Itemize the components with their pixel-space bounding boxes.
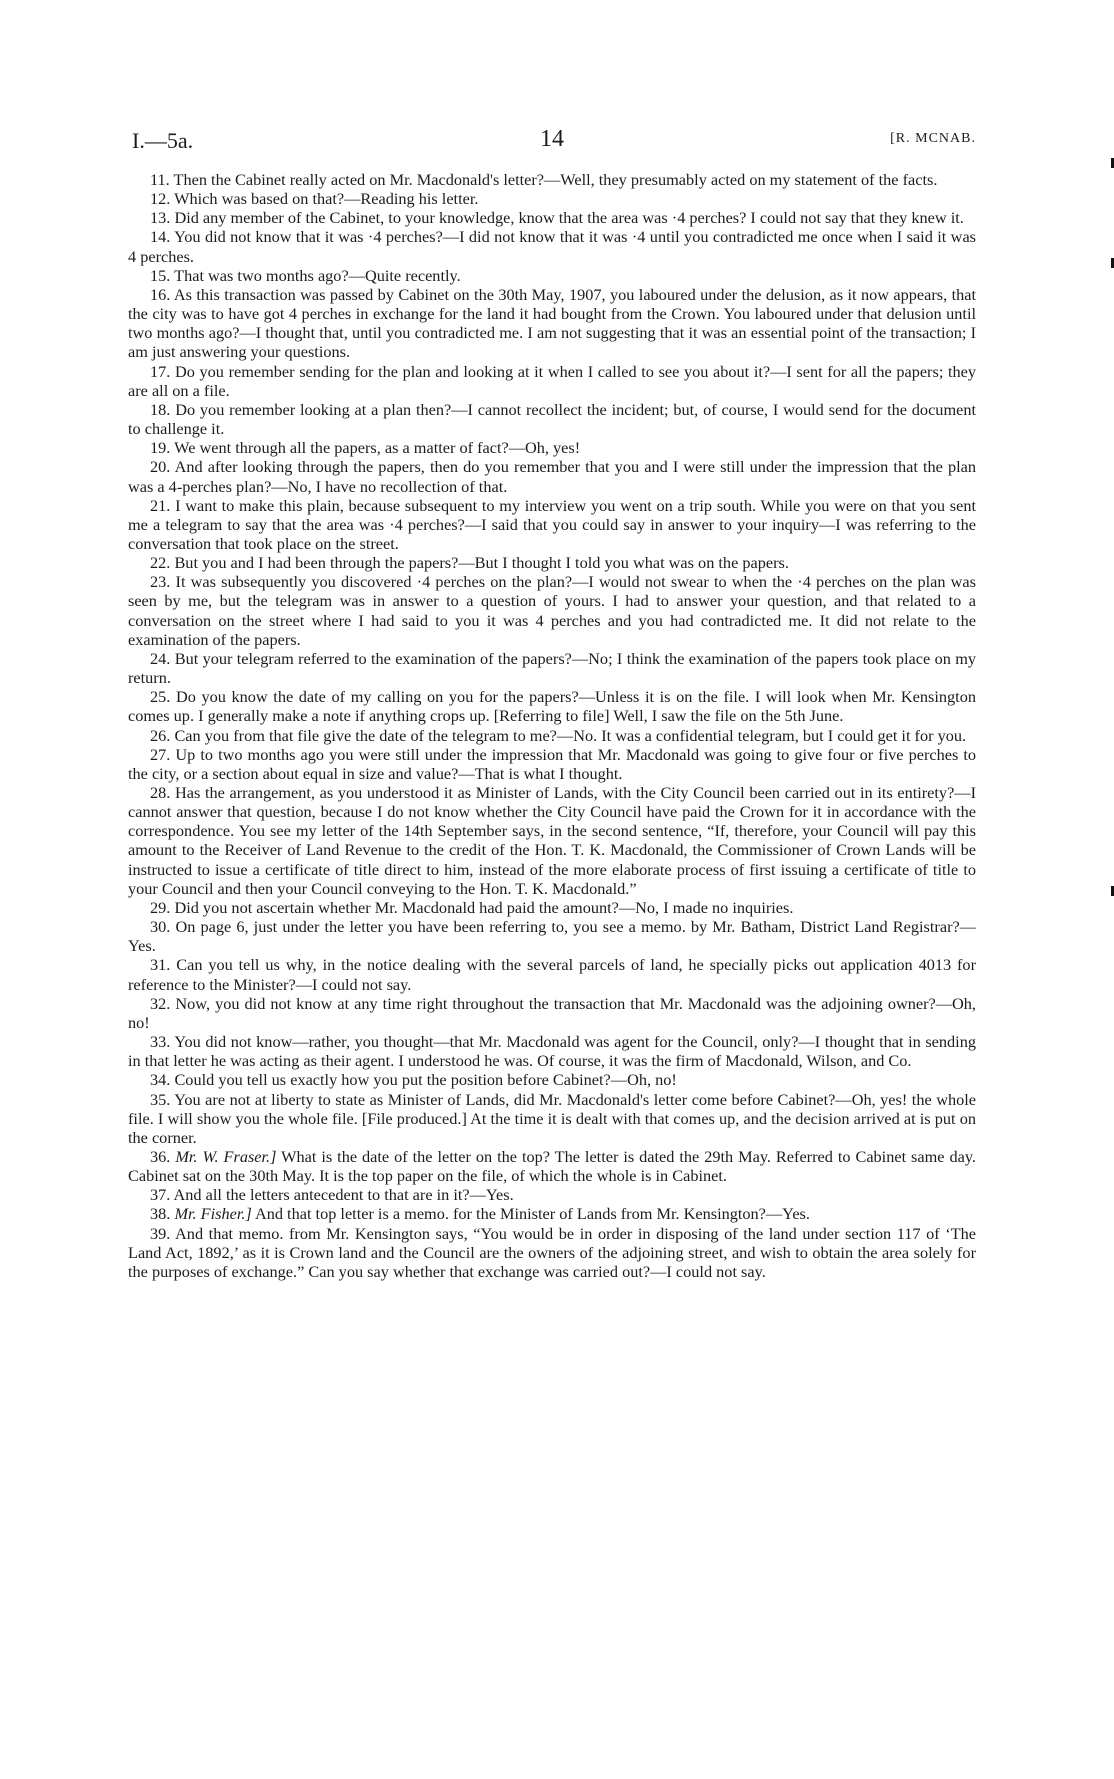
question-number: 18. bbox=[150, 399, 171, 419]
question-answer-paragraph bbox=[128, 917, 976, 955]
question-number: 35. bbox=[150, 1089, 171, 1109]
question-answer-text: Did you not ascertain whether Mr. Macdonald had paid the amount?—No, I made no inquiries. bbox=[174, 897, 794, 917]
question-answer-text: Do you remember sending for the plan and looking at it when I called to see you about it?—I sent for all the papers; they are all on a file. bbox=[128, 361, 977, 400]
question-answer-paragraph bbox=[128, 572, 976, 649]
question-answer-text: Up to two months ago you were still under the impression that Mr. Macdonald was going to give four or five perches to the city, or a section about equal in size and value?—That is what I thought. bbox=[128, 744, 977, 783]
question-answer-paragraph bbox=[128, 438, 976, 457]
question-number: 38. bbox=[150, 1204, 171, 1224]
question-number: 33. bbox=[150, 1032, 171, 1052]
question-answer-paragraph bbox=[128, 1032, 976, 1070]
question-number: 31. bbox=[150, 955, 171, 975]
question-answer-text: Did any member of the Cabinet, to your knowledge, know that the area was ·4 perches? I could not say that they knew it. bbox=[174, 208, 964, 228]
question-answer-paragraph bbox=[128, 170, 976, 189]
question-answer-paragraph bbox=[128, 1185, 976, 1204]
question-answer-paragraph bbox=[128, 783, 976, 898]
question-number: 12. bbox=[150, 189, 171, 209]
question-answer-paragraph bbox=[128, 1147, 976, 1185]
question-answer-text: Then the Cabinet really acted on Mr. Macdonald's letter?—Well, they presumably acted on my statement of the facts. bbox=[173, 170, 938, 189]
question-answer-paragraph bbox=[128, 400, 976, 438]
question-answer-text: You did not know—rather, you thought—that Mr. Macdonald was agent for the Council, only?—I thought that in sending in that letter he was acting as their agent. I understood he was. Of course, it was the firm of Macdonald, Wilson, and Co. bbox=[128, 1032, 976, 1071]
question-answer-paragraph bbox=[128, 1224, 976, 1281]
question-answer-paragraph bbox=[128, 726, 976, 745]
question-answer-paragraph bbox=[128, 553, 976, 572]
question-answer-text: Which was based on that?—Reading his letter. bbox=[174, 189, 479, 209]
question-answer-paragraph bbox=[128, 457, 976, 495]
question-answer-text: But your telegram referred to the examination of the papers?—No; I think the examination of the papers took place on my return. bbox=[128, 648, 976, 688]
running-header bbox=[128, 128, 976, 164]
question-answer-text: Has the arrangement, as you understood it as Minister of Lands, with the City Council been carried out in its entirety?—I cannot answer that question, because I do not know whether the City Council have paid the Crown for it in accordance with the correspondence. You see my letter of the 14th September says, in the second sentence, “If, therefore, your Council will pay this amount to the Receiver of Land Revenue to the credit of the Hon. T. K. Macdonald, the Commissioner of Crown Lands will be instructed to issue a certificate of title direct to him, instead of the more elaborate process of first issuing a certificate of title to your Council and then your Council conveying to the Hon. T. K. Macdonald.” bbox=[128, 783, 976, 898]
speaker-name: Mr. Fisher.] bbox=[174, 1204, 252, 1224]
question-answer-text: You are not at liberty to state as Minister of Lands, did Mr. Macdonald's letter come before Cabinet?—Oh, yes! the whole file. I will show you the whole file. [File produced.] At the time it is dealt with that comes up, and the decision arrived at is put on the corner. bbox=[128, 1089, 976, 1147]
question-number: 16. bbox=[150, 284, 171, 304]
question-answer-text: And after looking through the papers, then do you remember that you and I were still under the impression that the plan was a 4-perches plan?—No, I have no recollection of that. bbox=[128, 457, 976, 496]
witness-name: [R. MCNAB. bbox=[890, 131, 976, 146]
question-answer-text: Do you know the date of my calling on you for the papers?—Unless it is on the file. I will look when Mr. Kensington comes up. I generally make a note if anything crops up. [Referring to file] Well, I saw the file on the 5th June. bbox=[128, 687, 976, 726]
question-number: 19. bbox=[150, 438, 171, 458]
question-number: 21. bbox=[150, 495, 171, 515]
question-answer-paragraph bbox=[128, 227, 976, 265]
question-number: 15. bbox=[150, 265, 171, 285]
question-number: 20. bbox=[150, 457, 171, 477]
question-number: 32. bbox=[150, 993, 171, 1013]
question-number: 13. bbox=[150, 208, 171, 228]
question-answer-text: I want to make this plain, because subsequent to my interview you went on a trip south. While you were on that you sent me a telegram to say that the area was ·4 perches?—I said that you could say in answer to your inquiry—I was referring to the conversation that took place on the street. bbox=[128, 495, 976, 553]
question-answer-text: It was subsequently you discovered ·4 perches on the plan?—I would not swear to when the ·4 perches on the plan was seen by me, but the telegram was in answer to a question of yours. I had to answer your question, and that related to a conversation on the street where I had said to you it was 4 perches and you had contradicted me. It did not relate to the examination of the papers. bbox=[128, 572, 976, 649]
question-number: 25. bbox=[150, 687, 171, 707]
question-answer-paragraph bbox=[128, 1070, 976, 1089]
question-number: 37. bbox=[150, 1185, 171, 1205]
question-answer-text: And that top letter is a memo. for the Minister of Lands from Mr. Kensington?—Yes. bbox=[254, 1204, 810, 1224]
question-answer-paragraph bbox=[128, 266, 976, 285]
question-answer-text: We went through all the papers, as a matter of fact?—Oh, yes! bbox=[174, 438, 581, 458]
question-answer-text: Can you tell us why, in the notice dealing with the several parcels of land, he specially picks out application 4013 for reference to the Minister?—I could not say. bbox=[128, 955, 976, 994]
question-answer-paragraph bbox=[128, 687, 976, 725]
question-answer-text: On page 6, just under the letter you have been referring to, you see a memo. by Mr. Batham, District Land Registrar?—Yes. bbox=[128, 917, 976, 956]
question-number: 26. bbox=[150, 725, 171, 745]
question-answer-text: Now, you did not know at any time right throughout the transaction that Mr. Macdonald was the adjoining owner?—Oh, no! bbox=[128, 993, 976, 1032]
question-answer-paragraph bbox=[128, 955, 976, 993]
question-number: 29. bbox=[150, 897, 171, 917]
question-number: 34. bbox=[150, 1070, 171, 1090]
question-number: 39. bbox=[150, 1223, 171, 1243]
question-answer-text: And all the letters antecedent to that are in it?—Yes. bbox=[173, 1185, 514, 1205]
page-number: 14 bbox=[540, 126, 564, 152]
question-answer-text: Can you from that file give the date of the telegram to me?—No. It was a confidential telegram, but I could get it for you. bbox=[174, 725, 967, 745]
speaker-name: Mr. W. Fraser.] bbox=[175, 1146, 277, 1166]
question-number: 36. bbox=[150, 1146, 171, 1166]
evidence-body bbox=[128, 170, 976, 1281]
question-number: 23. bbox=[150, 572, 171, 592]
question-answer-paragraph bbox=[128, 649, 976, 687]
question-answer-text: And that memo. from Mr. Kensington says, “You would be in order in disposing of the land under section 117 of ‘The Land Act, 1892,’ as it is Crown land and the Council are the owners of the adjoining street, and wish to obtain the area solely for the purposes of exchange.” Can you say whether that exchange was carried out?—I could not say. bbox=[128, 1223, 976, 1281]
question-number: 14. bbox=[150, 227, 171, 247]
question-answer-paragraph bbox=[128, 496, 976, 553]
question-answer-text: Could you tell us exactly how you put the position before Cabinet?—Oh, no! bbox=[174, 1070, 677, 1090]
question-answer-paragraph bbox=[128, 1090, 976, 1147]
page bbox=[128, 128, 976, 1281]
question-answer-text: You did not know that it was ·4 perches?—I did not know that it was ·4 until you contradicted me once when I said it was 4 perches. bbox=[128, 227, 977, 266]
question-number: 28. bbox=[150, 783, 171, 802]
question-answer-text: Do you remember looking at a plan then?—I cannot recollect the incident; but, of course, I would send for the document to challenge it. bbox=[128, 399, 976, 439]
question-number: 27. bbox=[150, 744, 171, 764]
question-number: 17. bbox=[150, 361, 171, 381]
question-answer-text: But you and I had been through the papers?—But I thought I told you what was on the papers. bbox=[174, 553, 789, 573]
question-number: 24. bbox=[150, 648, 171, 668]
question-answer-paragraph bbox=[128, 898, 976, 917]
question-answer-paragraph bbox=[128, 745, 976, 783]
question-answer-paragraph bbox=[128, 189, 976, 208]
question-answer-text: That was two months ago?—Quite recently. bbox=[174, 265, 461, 285]
question-number: 30. bbox=[150, 917, 171, 937]
question-answer-paragraph bbox=[128, 1204, 976, 1223]
question-answer-paragraph bbox=[128, 994, 976, 1032]
paper-reference: I.—5a. bbox=[132, 128, 194, 153]
question-answer-text: What is the date of the letter on the top? The letter is dated the 29th May. Referred to Cabinet same day. Cabinet sat on the 30th May. It is the top paper on the file, of which the whole is in Cabinet. bbox=[128, 1146, 976, 1186]
question-answer-text: As this transaction was passed by Cabinet on the 30th May, 1907, you laboured under the delusion, as it now appears, that the city was to have got 4 perches in exchange for the land it had bought from the Crown. You laboured under that delusion until two months ago?—I thought that, until you contradicted me. I am not suggesting that it was an essential point of the transaction; I am just answering your questions. bbox=[128, 284, 977, 362]
question-answer-paragraph bbox=[128, 208, 976, 227]
question-answer-paragraph bbox=[128, 285, 976, 362]
question-number: 22. bbox=[150, 553, 171, 573]
question-answer-paragraph bbox=[128, 362, 976, 400]
question-number: 11. bbox=[150, 170, 170, 189]
